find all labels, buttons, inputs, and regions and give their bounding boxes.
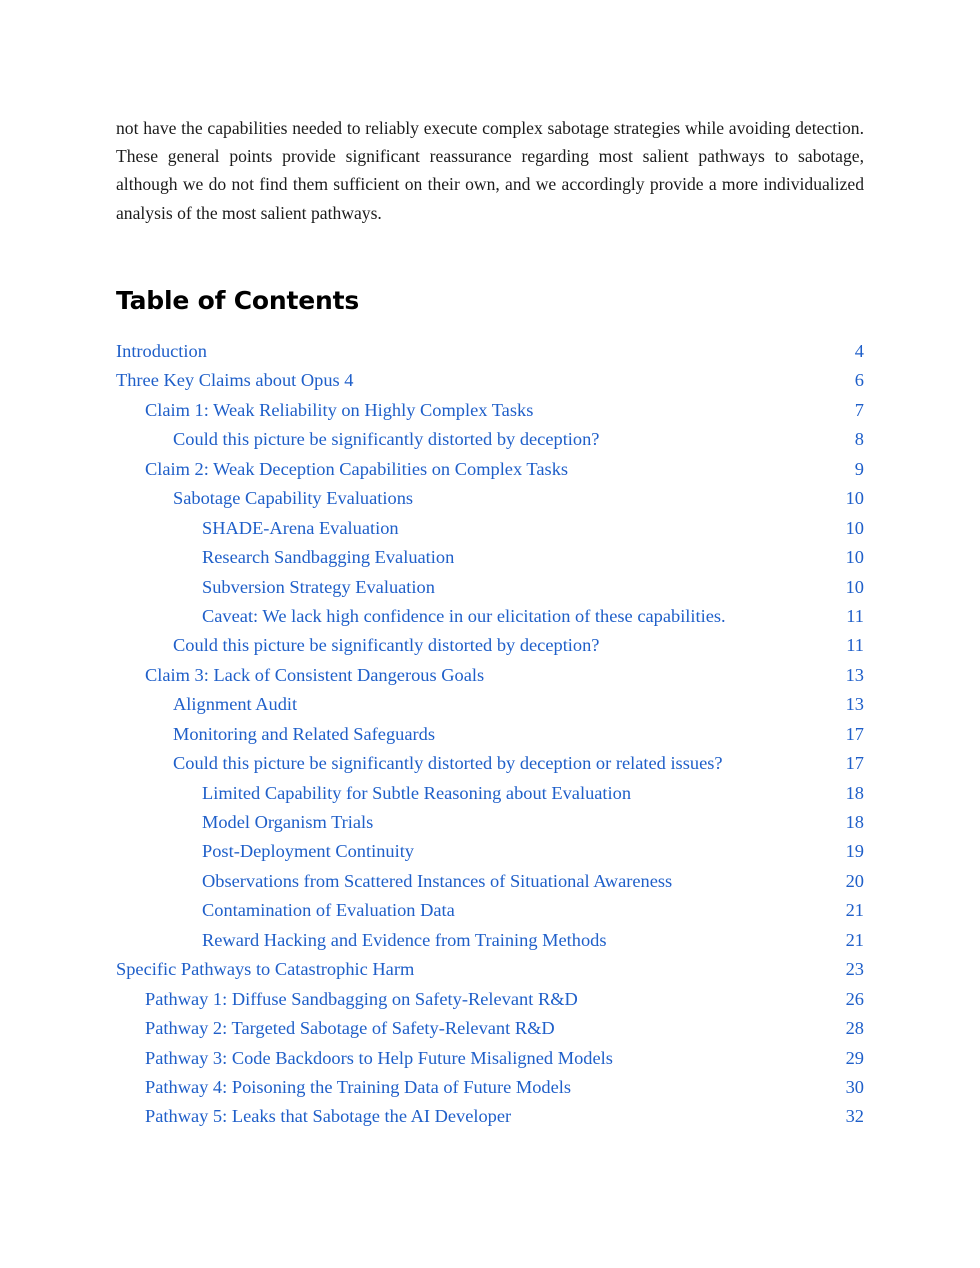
- toc-entry-page-number[interactable]: 30: [845, 1076, 864, 1097]
- toc-entry-page-number[interactable]: 13: [845, 694, 864, 715]
- toc-entry-page-number[interactable]: 7: [854, 399, 864, 420]
- toc-entry-page-number[interactable]: 18: [845, 812, 864, 832]
- toc-entry[interactable]: [116, 514, 864, 543]
- toc-entry-title[interactable]: Claim 1: Weak Reliability on Highly Complex Tasks: [145, 399, 534, 420]
- toc-entry-title[interactable]: Could this picture be significantly distorted by deception?: [173, 429, 600, 450]
- table-of-contents: [116, 337, 864, 1132]
- toc-entry[interactable]: [116, 749, 864, 778]
- intro-paragraph: not have the capabilities needed to reliably execute complex sabotage strategies while avoiding detection. These general points provide significant reassurance regarding most salient pathways to sabotage, although we do not find them sufficient on their own, and we accordingly provide a more individualized analysis of the most salient pathways.: [116, 118, 864, 223]
- toc-entry-page-number[interactable]: 10: [845, 547, 864, 568]
- toc-entry[interactable]: [116, 985, 864, 1014]
- toc-entry-page-number[interactable]: 11: [846, 605, 864, 626]
- toc-entry-page-number[interactable]: 28: [845, 1018, 864, 1039]
- toc-entry-page-number[interactable]: 19: [845, 841, 864, 862]
- toc-entry[interactable]: [116, 926, 864, 955]
- toc-entry[interactable]: [116, 779, 864, 808]
- toc-entry-title[interactable]: Subversion Strategy Evaluation: [202, 576, 435, 597]
- toc-entry-title[interactable]: Could this picture be significantly distorted by deception?: [173, 635, 600, 656]
- toc-entry[interactable]: [116, 396, 864, 425]
- toc-entry[interactable]: [116, 955, 864, 984]
- toc-entry-title[interactable]: Model Organism Trials: [202, 812, 374, 832]
- toc-entry-title[interactable]: Pathway 3: Code Backdoors to Help Future Misaligned Models: [145, 1047, 613, 1068]
- toc-heading: Table of Contents: [116, 286, 360, 315]
- toc-entry-page-number[interactable]: 10: [845, 488, 864, 509]
- toc-entry-title[interactable]: Caveat: We lack high confidence in our elicitation of these capabilities.: [202, 605, 726, 626]
- toc-entry-page-number[interactable]: 11: [846, 635, 864, 656]
- toc-entry-page-number[interactable]: 8: [854, 429, 864, 450]
- toc-entry[interactable]: [116, 690, 864, 719]
- toc-entry-page-number[interactable]: 10: [845, 517, 864, 538]
- toc-entry-title[interactable]: Limited Capability for Subtle Reasoning about Evaluation: [202, 782, 632, 803]
- toc-entry-title[interactable]: Pathway 5: Leaks that Sabotage the AI Developer: [145, 1106, 512, 1127]
- toc-entry-page-number[interactable]: 9: [854, 458, 864, 479]
- toc-entry[interactable]: [116, 1044, 864, 1073]
- toc-entry-page-number[interactable]: 21: [845, 900, 864, 921]
- toc-entry[interactable]: [116, 896, 864, 925]
- toc-entry-title[interactable]: Pathway 4: Poisoning the Training Data of Future Models: [145, 1076, 572, 1097]
- toc-entry-title[interactable]: Pathway 1: Diffuse Sandbagging on Safety-Relevant R&D: [145, 988, 578, 1009]
- toc-entry-page-number[interactable]: 18: [845, 782, 864, 803]
- toc-entry-page-number[interactable]: 6: [854, 370, 864, 391]
- toc-entry-title[interactable]: Introduction: [116, 341, 207, 361]
- toc-entry-page-number[interactable]: 17: [845, 753, 864, 774]
- toc-entry[interactable]: [116, 1102, 864, 1131]
- toc-entry-page-number[interactable]: 4: [854, 341, 864, 361]
- toc-entry[interactable]: [116, 720, 864, 749]
- toc-entry[interactable]: [116, 366, 864, 395]
- toc-entry[interactable]: [116, 661, 864, 690]
- toc-entry-title[interactable]: Could this picture be significantly distorted by deception or related issues?: [173, 753, 723, 774]
- toc-entry[interactable]: [116, 337, 864, 366]
- toc-entry-title[interactable]: Reward Hacking and Evidence from Training Methods: [202, 929, 607, 950]
- toc-entry[interactable]: [116, 484, 864, 513]
- toc-entry[interactable]: [116, 573, 864, 602]
- toc-entry[interactable]: [116, 837, 864, 866]
- toc-entry-title[interactable]: Observations from Scattered Instances of Situational Awareness: [202, 870, 673, 891]
- toc-entry-title[interactable]: Specific Pathways to Catastrophic Harm: [116, 959, 415, 980]
- toc-entry-page-number[interactable]: 20: [845, 870, 864, 891]
- toc-entry-title[interactable]: Contamination of Evaluation Data: [202, 900, 455, 921]
- toc-entry-title[interactable]: Pathway 2: Targeted Sabotage of Safety-Relevant R&D: [145, 1018, 555, 1039]
- toc-entry-title[interactable]: Claim 2: Weak Deception Capabilities on Complex Tasks: [145, 458, 569, 479]
- toc-entry[interactable]: [116, 808, 864, 837]
- toc-entry[interactable]: [116, 602, 864, 631]
- toc-entry-title[interactable]: Three Key Claims about Opus 4: [116, 370, 354, 391]
- toc-entry-page-number[interactable]: 21: [845, 929, 864, 950]
- toc-entry[interactable]: [116, 1073, 864, 1102]
- toc-entry-title[interactable]: Research Sandbagging Evaluation: [202, 547, 455, 568]
- toc-entry-page-number[interactable]: 13: [845, 664, 864, 685]
- toc-entry-page-number[interactable]: 32: [845, 1106, 864, 1127]
- toc-entry-page-number[interactable]: 23: [845, 959, 864, 980]
- toc-entry-title[interactable]: Claim 3: Lack of Consistent Dangerous Goals: [145, 664, 485, 685]
- toc-entry[interactable]: [116, 867, 864, 896]
- toc-entry[interactable]: [116, 425, 864, 454]
- toc-entry-title[interactable]: Monitoring and Related Safeguards: [173, 723, 436, 744]
- toc-entry[interactable]: [116, 631, 864, 660]
- toc-entry-title[interactable]: Post-Deployment Continuity: [202, 841, 415, 862]
- toc-entry-page-number[interactable]: 10: [845, 576, 864, 597]
- toc-entry[interactable]: [116, 543, 864, 572]
- toc-entry-page-number[interactable]: 29: [845, 1047, 864, 1068]
- toc-entry-title[interactable]: Alignment Audit: [173, 694, 298, 715]
- toc-entry[interactable]: [116, 455, 864, 484]
- toc-entry[interactable]: [116, 1014, 864, 1043]
- toc-entry-title[interactable]: Sabotage Capability Evaluations: [173, 488, 414, 509]
- toc-entry-title[interactable]: SHADE-Arena Evaluation: [202, 517, 399, 538]
- toc-entry-page-number[interactable]: 17: [845, 723, 864, 744]
- toc-entry-page-number[interactable]: 26: [845, 988, 864, 1009]
